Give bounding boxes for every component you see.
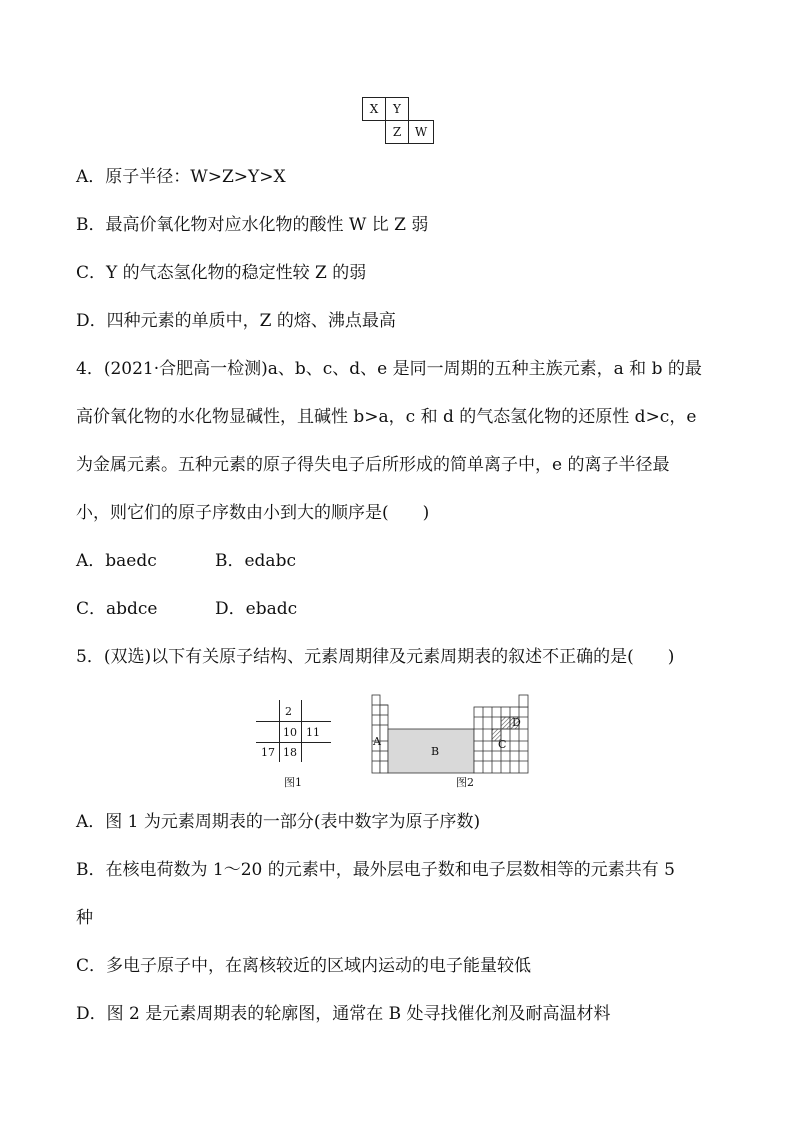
fig2-caption: 图2 [456, 776, 474, 789]
fig1-num-18: 18 [283, 746, 297, 759]
q5-stem: 5．(双选)以下有关原子结构、元素周期律及元素周期表的叙述不正确的是( ) [76, 647, 675, 667]
fig2-label-c: C [498, 738, 507, 751]
periodic-table-outline [368, 693, 530, 775]
cell-y: Y [385, 97, 409, 121]
cell-z: Z [385, 120, 409, 144]
q5-option-b-line1: B．在核电荷数为 1～20 的元素中，最外层电子数和电子层数相等的元素共有 5 [76, 860, 675, 880]
q3-option-b: B．最高价氧化物对应水化物的酸性 W 比 Z 弱 [76, 215, 429, 235]
q4-stem-line3: 为金属元素。五种元素的原子得失电子后所形成的简单离子中，e 的离子半径最 [76, 455, 670, 475]
q4-stem-line1: 4．(2021·合肥高一检测)a、b、c、d、e 是同一周期的五种主族元素，a 和 b 的最 [76, 359, 702, 379]
q4-option-c: C．abdce [76, 599, 158, 619]
q5-option-b-line2: 种 [76, 908, 93, 928]
q5-option-c: C．多电子原子中，在离核较近的区域内运动的电子能量较低 [76, 956, 532, 976]
cell-w: W [408, 120, 434, 144]
q3-option-d: D．四种元素的单质中，Z 的熔、沸点最高 [76, 311, 396, 331]
fig1-vline-1 [279, 700, 280, 762]
q3-option-c: C．Y 的气态氢化物的稳定性较 Z 的弱 [76, 263, 367, 283]
q4-option-b: B．edabc [215, 551, 296, 571]
q4-stem-line4: 小，则它们的原子序数由小到大的顺序是( ) [76, 503, 430, 523]
pt-region-d-cell-1 [501, 717, 510, 729]
fig1-num-11: 11 [306, 726, 320, 739]
q4-option-d: D．ebadc [215, 599, 298, 619]
fig2-label-d: D [512, 716, 521, 729]
fig1-hline-1 [256, 721, 331, 722]
q4-stem-line2: 高价氧化物的水化物显碱性，且碱性 b>a，c 和 d 的气态氢化物的还原性 d>c，e [76, 407, 697, 427]
fig1-caption: 图1 [284, 776, 302, 789]
fig2-label-b: B [431, 745, 440, 758]
fig1-num-17: 17 [261, 746, 275, 759]
q3-option-a: A．原子半径：W>Z>Y>X [76, 167, 286, 187]
fig1-hline-2 [256, 742, 331, 743]
q5-option-a: A．图 1 为元素周期表的一部分(表中数字为原子序数) [76, 812, 481, 832]
cell-x: X [362, 97, 386, 121]
fig1-vline-2 [301, 700, 302, 762]
q5-option-d: D．图 2 是元素周期表的轮廓图，通常在 B 处寻找催化剂及耐高温材料 [76, 1004, 611, 1024]
fig1-num-2: 2 [285, 705, 292, 718]
q4-option-a: A．baedc [76, 551, 157, 571]
fig1-num-10: 10 [283, 726, 297, 739]
fig2-label-a: A [373, 735, 381, 748]
